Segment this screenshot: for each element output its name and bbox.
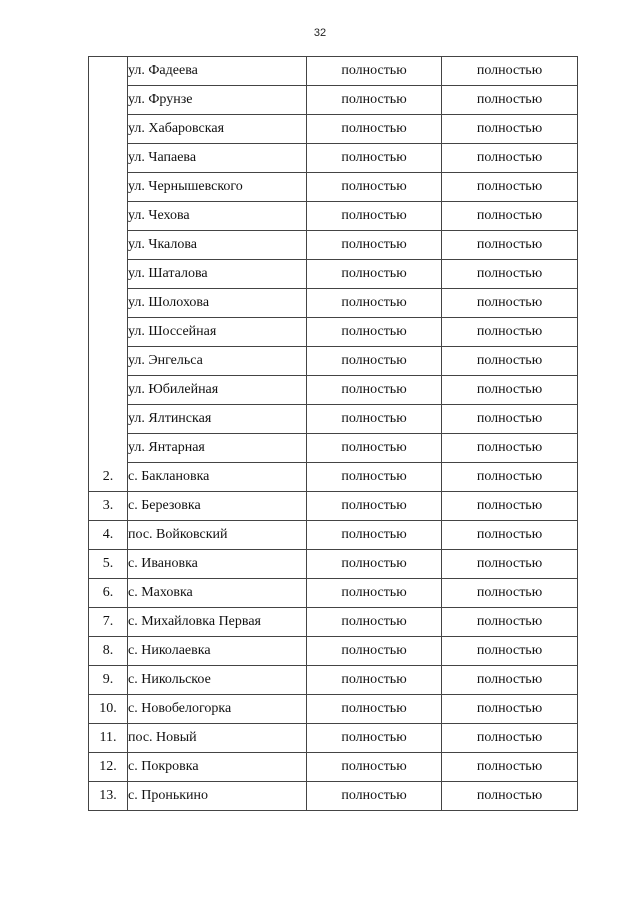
status-cell-1: полностью bbox=[307, 434, 442, 463]
status-cell-1: полностью bbox=[307, 86, 442, 115]
row-number bbox=[89, 144, 128, 173]
row-number bbox=[89, 231, 128, 260]
table-row bbox=[89, 231, 578, 260]
table-row bbox=[89, 144, 578, 173]
status-cell-2: полностью bbox=[442, 347, 578, 376]
table-row bbox=[89, 695, 578, 724]
settlement-name: ул. Шоссейная bbox=[128, 318, 307, 347]
settlement-name: с. Никольское bbox=[128, 666, 307, 695]
settlement-name: ул. Чапаева bbox=[128, 144, 307, 173]
status-cell-2: полностью bbox=[442, 695, 578, 724]
status-cell-2: полностью bbox=[442, 405, 578, 434]
table-row bbox=[89, 463, 578, 492]
status-cell-1: полностью bbox=[307, 608, 442, 637]
status-cell-2: полностью bbox=[442, 521, 578, 550]
status-cell-2: полностью bbox=[442, 318, 578, 347]
status-cell-2: полностью bbox=[442, 115, 578, 144]
table-row bbox=[89, 260, 578, 289]
status-cell-1: полностью bbox=[307, 492, 442, 521]
settlement-name: ул. Фадеева bbox=[128, 57, 307, 86]
table-row bbox=[89, 724, 578, 753]
status-cell-1: полностью bbox=[307, 463, 442, 492]
status-cell-2: полностью bbox=[442, 260, 578, 289]
settlement-name: с. Баклановка bbox=[128, 463, 307, 492]
settlement-name: ул. Чкалова bbox=[128, 231, 307, 260]
settlement-name: ул. Энгельса bbox=[128, 347, 307, 376]
row-number bbox=[89, 289, 128, 318]
table-row bbox=[89, 115, 578, 144]
status-cell-2: полностью bbox=[442, 492, 578, 521]
settlement-name: ул. Хабаровская bbox=[128, 115, 307, 144]
status-cell-1: полностью bbox=[307, 521, 442, 550]
settlement-name: ул. Чернышевского bbox=[128, 173, 307, 202]
row-number bbox=[89, 347, 128, 376]
settlement-name: ул. Шолохова bbox=[128, 289, 307, 318]
status-cell-1: полностью bbox=[307, 724, 442, 753]
status-cell-1: полностью bbox=[307, 753, 442, 782]
row-number bbox=[89, 57, 128, 86]
status-cell-1: полностью bbox=[307, 347, 442, 376]
table-row bbox=[89, 434, 578, 463]
status-cell-2: полностью bbox=[442, 434, 578, 463]
table-row bbox=[89, 173, 578, 202]
table-row bbox=[89, 86, 578, 115]
row-number bbox=[89, 376, 128, 405]
table-row bbox=[89, 405, 578, 434]
row-number: 13. bbox=[89, 782, 128, 811]
status-cell-1: полностью bbox=[307, 550, 442, 579]
table-body bbox=[89, 57, 578, 811]
status-cell-1: полностью bbox=[307, 202, 442, 231]
status-cell-2: полностью bbox=[442, 579, 578, 608]
row-number bbox=[89, 318, 128, 347]
status-cell-1: полностью bbox=[307, 173, 442, 202]
status-cell-2: полностью bbox=[442, 86, 578, 115]
status-cell-1: полностью bbox=[307, 57, 442, 86]
status-cell-1: полностью bbox=[307, 115, 442, 144]
row-number bbox=[89, 434, 128, 463]
status-cell-2: полностью bbox=[442, 202, 578, 231]
status-cell-1: полностью bbox=[307, 144, 442, 173]
status-cell-1: полностью bbox=[307, 637, 442, 666]
status-cell-2: полностью bbox=[442, 376, 578, 405]
row-number: 12. bbox=[89, 753, 128, 782]
row-number: 5. bbox=[89, 550, 128, 579]
status-cell-2: полностью bbox=[442, 231, 578, 260]
table-row bbox=[89, 521, 578, 550]
settlement-name: с. Михайловка Первая bbox=[128, 608, 307, 637]
table-row bbox=[89, 202, 578, 231]
settlement-name: пос. Новый bbox=[128, 724, 307, 753]
status-cell-2: полностью bbox=[442, 782, 578, 811]
table-row bbox=[89, 550, 578, 579]
settlement-name: с. Березовка bbox=[128, 492, 307, 521]
row-number bbox=[89, 260, 128, 289]
status-cell-1: полностью bbox=[307, 260, 442, 289]
status-cell-2: полностью bbox=[442, 666, 578, 695]
status-cell-2: полностью bbox=[442, 144, 578, 173]
settlement-name: ул. Фрунзе bbox=[128, 86, 307, 115]
table-row bbox=[89, 318, 578, 347]
row-number: 6. bbox=[89, 579, 128, 608]
status-cell-1: полностью bbox=[307, 318, 442, 347]
table-row bbox=[89, 608, 578, 637]
row-number: 10. bbox=[89, 695, 128, 724]
status-cell-2: полностью bbox=[442, 637, 578, 666]
row-number bbox=[89, 405, 128, 434]
settlement-name: с. Ивановка bbox=[128, 550, 307, 579]
status-cell-2: полностью bbox=[442, 57, 578, 86]
row-number: 3. bbox=[89, 492, 128, 521]
settlement-name: ул. Янтарная bbox=[128, 434, 307, 463]
status-cell-2: полностью bbox=[442, 550, 578, 579]
table-row bbox=[89, 782, 578, 811]
status-cell-1: полностью bbox=[307, 695, 442, 724]
settlement-name: ул. Чехова bbox=[128, 202, 307, 231]
status-cell-2: полностью bbox=[442, 753, 578, 782]
settlement-name: с. Николаевка bbox=[128, 637, 307, 666]
row-number: 2. bbox=[89, 463, 128, 492]
status-cell-1: полностью bbox=[307, 289, 442, 318]
row-number: 8. bbox=[89, 637, 128, 666]
table-row bbox=[89, 289, 578, 318]
status-cell-2: полностью bbox=[442, 289, 578, 318]
settlement-name: с. Пронькино bbox=[128, 782, 307, 811]
row-number bbox=[89, 86, 128, 115]
row-number: 7. bbox=[89, 608, 128, 637]
table-row bbox=[89, 666, 578, 695]
row-number: 9. bbox=[89, 666, 128, 695]
row-number: 4. bbox=[89, 521, 128, 550]
status-cell-1: полностью bbox=[307, 579, 442, 608]
row-number bbox=[89, 202, 128, 231]
status-cell-1: полностью bbox=[307, 782, 442, 811]
table-row bbox=[89, 376, 578, 405]
settlement-name: пос. Войковский bbox=[128, 521, 307, 550]
row-number bbox=[89, 173, 128, 202]
table-row bbox=[89, 492, 578, 521]
settlement-name: ул. Ялтинская bbox=[128, 405, 307, 434]
status-cell-1: полностью bbox=[307, 666, 442, 695]
status-cell-1: полностью bbox=[307, 231, 442, 260]
status-cell-2: полностью bbox=[442, 173, 578, 202]
settlement-name: с. Новобелогорка bbox=[128, 695, 307, 724]
table-row bbox=[89, 753, 578, 782]
settlement-name: с. Покровка bbox=[128, 753, 307, 782]
status-cell-1: полностью bbox=[307, 376, 442, 405]
row-number: 11. bbox=[89, 724, 128, 753]
status-cell-2: полностью bbox=[442, 608, 578, 637]
settlement-name: ул. Шаталова bbox=[128, 260, 307, 289]
table-row bbox=[89, 347, 578, 376]
settlement-name: с. Маховка bbox=[128, 579, 307, 608]
settlements-table bbox=[88, 56, 578, 811]
page-number: 32 bbox=[313, 27, 327, 39]
table-row bbox=[89, 579, 578, 608]
row-number bbox=[89, 115, 128, 144]
status-cell-2: полностью bbox=[442, 724, 578, 753]
status-cell-1: полностью bbox=[307, 405, 442, 434]
table-row bbox=[89, 637, 578, 666]
status-cell-2: полностью bbox=[442, 463, 578, 492]
table-row bbox=[89, 57, 578, 86]
settlement-name: ул. Юбилейная bbox=[128, 376, 307, 405]
